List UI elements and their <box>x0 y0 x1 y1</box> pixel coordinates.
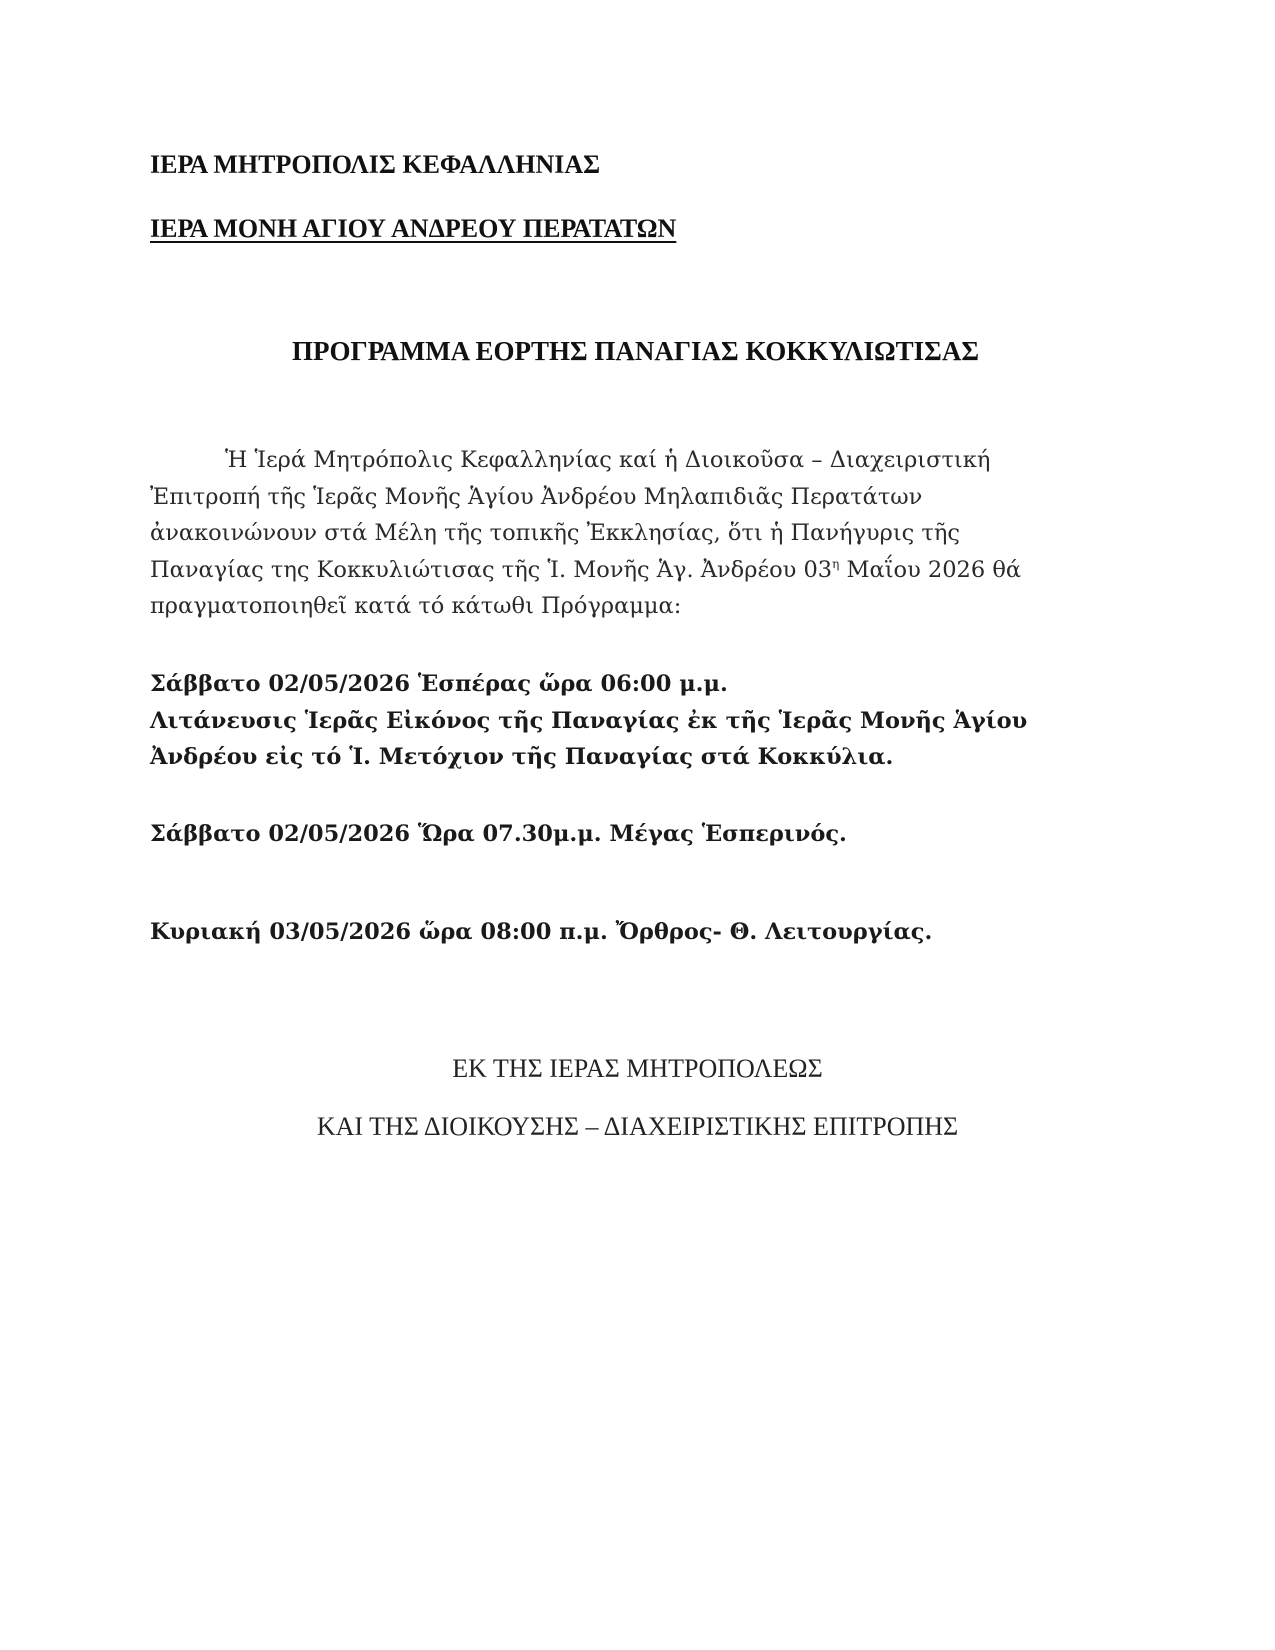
announcement-line: ἀνακοινώνουν στά Μέλη τῆς τοπικῆς Ἐκκλησίας, ὅτι ἡ Πανήγυρις τῆς <box>150 520 960 546</box>
announcement-line: Ἐπιτροπή τῆς Ἱερᾶς Μονῆς Ἁγίου Ἀνδρέου Μηλαπιδιᾶς Περατάτων <box>150 483 923 510</box>
announcement-line: Ἡ Ἱερά Μητρόπολις Κεφαλληνίας καί ἡ Διοικοῦσα – Διαχειριστική <box>225 447 991 473</box>
announcement-line <box>150 552 1110 589</box>
announcement-paragraph <box>150 442 1110 625</box>
schedule-line: Σάββατο 02/05/2026 Ἑσπέρας ὥρα 06:00 μ.μ. <box>150 671 728 697</box>
footer-line: ΕΚ ΤΗΣ ΙΕΡΑΣ ΜΗΤΡΟΠΟΛΕΩΣ <box>452 1054 823 1083</box>
schedule-item <box>150 816 847 853</box>
ordinal-superscript: η <box>832 556 840 571</box>
schedule-item <box>150 666 1027 776</box>
document-title-text: ΠΡΟΓΡΑΜΜΑ ΕΟΡΤΗΣ ΠΑΝΑΓΙΑΣ ΚΟΚΚΥΛΙΩΤΙΣΑΣ <box>292 336 979 366</box>
monastery-heading: ΙΕΡΑ ΜΟΝΗ ΑΓΙΟΥ ΑΝΔΡΕΟΥ ΠΕΡΑΤΑΤΩΝ <box>150 214 677 243</box>
schedule-line: Σάββατο 02/05/2026 Ὥρα 07.30μ.μ. Μέγας Ἑσπερινός. <box>150 821 847 847</box>
schedule-line: Ἀνδρέου εἰς τό Ἱ. Μετόχιον τῆς Παναγίας στά Κοκκύλια. <box>150 744 894 770</box>
schedule-line: Κυριακή 03/05/2026 ὥρα 08:00 π.μ. Ὄρθρος- Θ. Λειτουργίας. <box>150 919 933 945</box>
schedule-line: Λιτάνευσις Ἱερᾶς Εἰκόνος τῆς Παναγίας ἐκ τῆς Ἱερᾶς Μονῆς Ἁγίου <box>150 707 1028 734</box>
metropolis-heading: ΙΕΡΑ ΜΗΤΡΟΠΟΛΙΣ ΚΕΦΑΛΛΗΝΙΑΣ <box>150 150 601 179</box>
document-title <box>0 336 1275 367</box>
announcement-line-text: Μαΐου 2026 θά <box>839 556 1022 583</box>
schedule-item <box>150 914 932 951</box>
announcement-line: πραγματοποιηθεῖ κατά τό κάτωθι Πρόγραμμα: <box>150 593 682 619</box>
announcement-line-text: Παναγίας της Κοκκυλιώτισας τῆς Ἱ. Μονῆς Ἁγ. Ἀνδρέου 03 <box>150 556 833 583</box>
footer-line: ΚΑΙ ΤΗΣ ΔΙΟΙΚΟΥΣΗΣ – ΔΙΑΧΕΙΡΙΣΤΙΚΗΣ ΕΠΙΤΡΟΠΗΣ <box>316 1112 959 1141</box>
